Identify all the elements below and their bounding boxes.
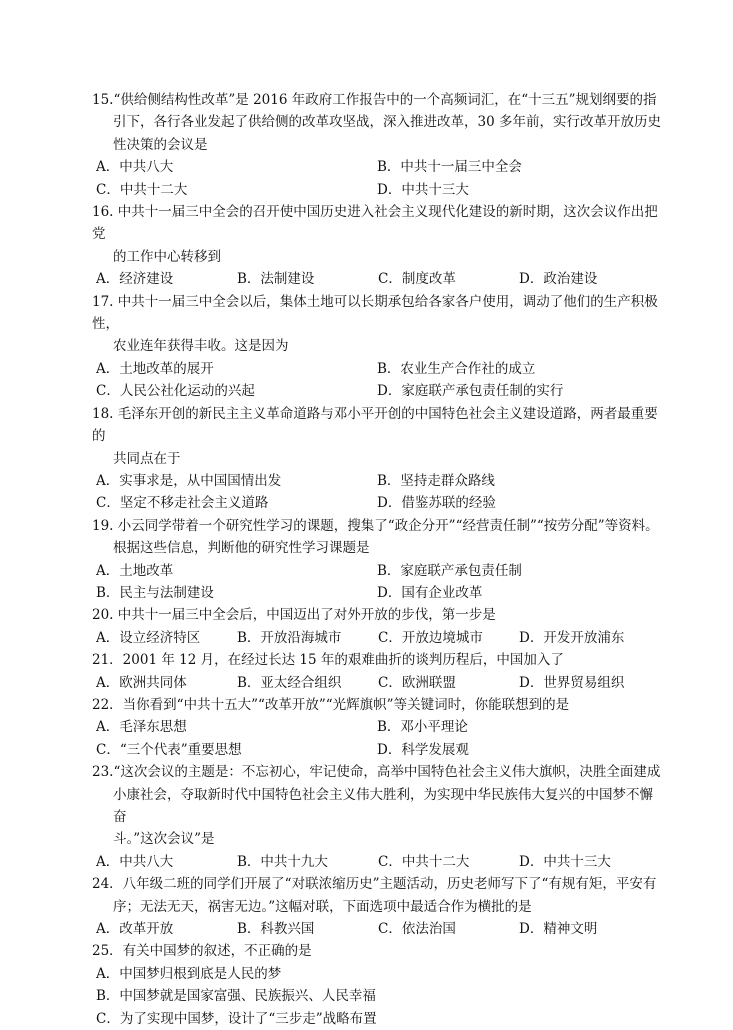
question-stem: 16. 中共十一届三中全会的召开使中国历史进入社会主义现代化建设的新时期，这次会议作出把党 (92, 204, 658, 243)
answer-option-text: A．土地改革 (96, 562, 174, 579)
options-row (92, 672, 666, 694)
answer-option-text: A．设立经济特区 (96, 629, 201, 646)
answer-option (96, 985, 666, 1007)
answer-option-text: A．实事求是，从中国国情出发 (96, 472, 282, 489)
options-row (92, 851, 666, 873)
question-stem: 18. 毛泽东开创的新民主主义革命道路与邓小平开创的中国特色社会主义建设道路，两者最重要的 (92, 405, 658, 445)
answer-option-text: B．农业生产合作社的成立 (377, 360, 536, 377)
question-stem: 24．八年级二班的同学们开展了“对联浓缩历史”主题活动，历史老师写下了“有规有矩，平安有 (92, 876, 657, 893)
answer-option (378, 851, 519, 873)
options-row (92, 380, 666, 402)
answer-option-text: B．中共十九大 (237, 853, 328, 870)
answer-option (237, 627, 378, 649)
answer-option-text: B．邓小平理论 (377, 719, 468, 736)
answer-option (96, 918, 237, 940)
answer-option-text: D．国有企业改革 (377, 584, 483, 601)
question-stem: 20. 中共十一届三中全会后，中国迈出了对外开放的步伐，第一步是 (92, 607, 496, 624)
answer-option-text: A．中国梦归根到底是人民的梦 (96, 965, 282, 982)
answer-option-text: A．中共八大 (96, 159, 174, 176)
question-block (92, 873, 666, 940)
answer-option (96, 1008, 666, 1030)
answer-option (96, 716, 377, 738)
question-stem: 22．当你看到“中共十五大”“改革开放”“光辉旗帜”等关键词时，你能联想到的是 (92, 696, 570, 713)
answer-option-text: C．依法治国 (378, 921, 456, 938)
answer-option-text: A．土地改革的展开 (96, 360, 214, 377)
answer-option (378, 918, 519, 940)
question-stem: 17. 中共十一届三中全会以后，集体土地可以长期承包给各家各户使用，调动了他们的生产积极性， (92, 293, 658, 333)
answer-option-text: A．毛泽东思想 (96, 719, 187, 736)
question-block (92, 201, 666, 291)
question-stem: 19. 小云同学带着一个研究性学习的课题，搜集了“政企分开”“经营责任制”“按劳分配”等资料。 (92, 517, 659, 534)
answer-option (96, 672, 237, 694)
answer-option (519, 672, 660, 694)
answer-option-text: D．世界贸易组织 (519, 674, 625, 691)
answer-option (237, 851, 378, 873)
question-stem: 25．有关中国梦的叙述，不正确的是 (92, 943, 312, 960)
question-stem-continued: 引下，各行各业发起了供给侧的改革攻坚战，深入推进改革，30 多年前，实行改革开放历史 (113, 114, 661, 131)
question-block (92, 89, 666, 201)
question-block (92, 694, 666, 761)
answer-option-text: D．政治建设 (519, 271, 598, 288)
answer-option (377, 560, 658, 582)
options-row (92, 739, 666, 761)
answer-option (377, 470, 658, 492)
answer-option (96, 851, 237, 873)
options-row (92, 627, 666, 649)
answer-option (377, 582, 658, 604)
options-row (92, 358, 666, 380)
answer-option-text: D．科学发展观 (377, 741, 469, 758)
answer-option (96, 470, 377, 492)
answer-option-text: B．家庭联产承包责任制 (377, 562, 522, 579)
answer-option (377, 492, 658, 514)
answer-option-text: D．中共十三大 (519, 853, 611, 870)
answer-option (96, 358, 377, 380)
question-block (92, 291, 666, 403)
answer-option-text: A．欧洲共同体 (96, 674, 187, 691)
answer-option-text: B．开放沿海城市 (237, 629, 342, 646)
answer-option-text: B．法制建设 (237, 271, 315, 288)
question-stem-continued: 小康社会，夺取新时代中国特色社会主义伟大胜利，为实现中华民族伟大复兴的中国梦不懈奋 (113, 786, 653, 825)
options-row (92, 156, 666, 178)
options-row (92, 918, 666, 940)
answer-option (96, 156, 377, 178)
options-row (92, 985, 666, 1007)
answer-option-text: D．借鉴苏联的经验 (377, 495, 496, 512)
answer-option-text: D．开发开放浦东 (519, 629, 625, 646)
question-stem-continued: 根据这些信息，判断他的研究性学习课题是 (113, 540, 370, 557)
question-stem-continued: 共同点在于 (113, 450, 181, 467)
answer-option (96, 739, 377, 761)
answer-option-text: B．中共十一届三中全会 (377, 159, 522, 176)
answer-option (377, 716, 658, 738)
answer-option (377, 179, 658, 201)
question-block (92, 761, 666, 873)
question-stem: 15.“供给侧结构性改革”是 2016 年政府工作报告中的一个高频词汇，在“十三五”规划纲要的指 (92, 92, 657, 108)
answer-option (377, 358, 658, 380)
question-stem-continued: 性决策的会议是 (113, 136, 208, 153)
answer-option-text: D．中共十三大 (377, 181, 469, 198)
answer-option (96, 582, 377, 604)
answer-option-text: C．为了实现中国梦，设计了“三步走”战略布置 (96, 1010, 377, 1027)
answer-option-text: A．改革开放 (96, 921, 174, 938)
answer-option-text: D．家庭联产承包责任制的实行 (377, 383, 564, 400)
answer-option (96, 268, 237, 290)
answer-option (519, 851, 660, 873)
question-stem: 23.“这次会议的主题是：不忘初心，牢记使命，高举中国特色社会主义伟大旗帜，决胜全面建成 (92, 764, 661, 781)
options-row (92, 1008, 666, 1030)
question-block (92, 604, 666, 649)
question-stem: 21．2001 年 12 月，在经过长达 15 年的艰难曲折的谈判历程后，中国加入了 (92, 652, 564, 669)
answer-option-text: C．坚定不移走社会主义道路 (96, 495, 269, 512)
answer-option-text: A．中共八大 (96, 853, 174, 870)
question-block (92, 403, 666, 515)
answer-option (378, 672, 519, 694)
question-stem-continued: 农业连年获得丰收。这是因为 (113, 338, 289, 355)
question-stem-continued: 序；无法无天，祸害无边。”这幅对联，下面选项中最适合作为横批的是 (113, 898, 532, 915)
answer-option (96, 560, 377, 582)
question-stem-continued: 斗。”这次会议”是 (113, 831, 215, 848)
answer-option-text: B．民主与法制建设 (96, 584, 214, 601)
answer-option (96, 627, 237, 649)
answer-option (519, 918, 660, 940)
answer-option-text: A．经济建设 (96, 271, 174, 288)
options-row (92, 268, 666, 290)
answer-option (377, 380, 658, 402)
options-row (92, 560, 666, 582)
answer-option (519, 268, 660, 290)
exam-page (92, 89, 666, 1030)
answer-option-text: C．“三个代表”重要思想 (96, 741, 242, 758)
answer-option-text: C．人民公社化运动的兴起 (96, 383, 255, 400)
options-row (92, 716, 666, 738)
answer-option-text: B．坚持走群众路线 (377, 472, 495, 489)
options-row (92, 963, 666, 985)
answer-option (96, 963, 666, 985)
options-row (92, 492, 666, 514)
answer-option-text: C．中共十二大 (378, 853, 470, 870)
options-row (92, 179, 666, 201)
answer-option (96, 179, 377, 201)
answer-option (96, 492, 377, 514)
answer-option (96, 380, 377, 402)
answer-option-text: B．亚太经合组织 (237, 674, 342, 691)
answer-option (378, 627, 519, 649)
answer-option (237, 672, 378, 694)
answer-option (237, 918, 378, 940)
question-block (92, 515, 666, 605)
answer-option-text: B．科教兴国 (237, 921, 315, 938)
answer-option-text: C．开放边境城市 (378, 629, 483, 646)
options-row (92, 582, 666, 604)
question-block (92, 649, 666, 694)
answer-option-text: D．精神文明 (519, 921, 598, 938)
question-stem-continued: 的工作中心转移到 (113, 248, 221, 265)
answer-option (377, 739, 658, 761)
options-row (92, 470, 666, 492)
answer-option-text: C．中共十二大 (96, 181, 188, 198)
answer-option (378, 268, 519, 290)
answer-option-text: B．中国梦就是国家富强、民族振兴、人民幸福 (96, 988, 376, 1005)
answer-option (377, 156, 658, 178)
answer-option-text: C．制度改革 (378, 271, 456, 288)
answer-option-text: C．欧洲联盟 (378, 674, 456, 691)
answer-option (237, 268, 378, 290)
answer-option (519, 627, 660, 649)
